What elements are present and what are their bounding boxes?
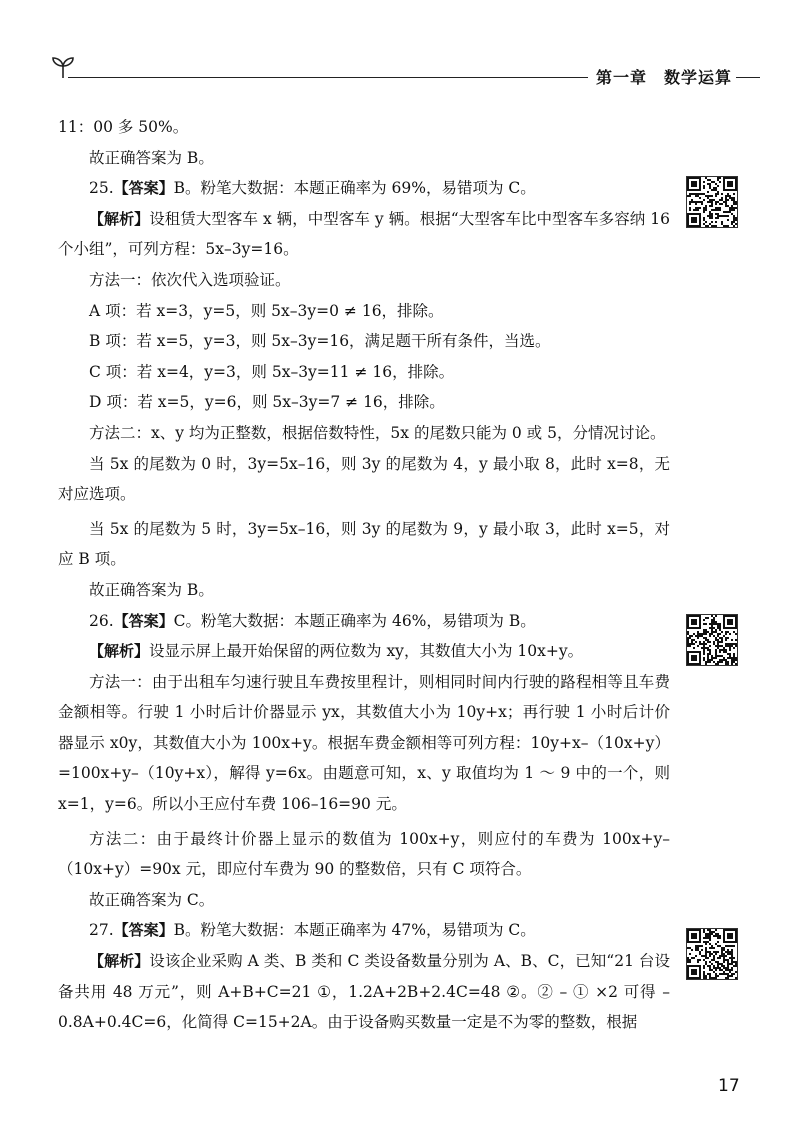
text-paragraph — [58, 514, 670, 575]
page-header — [50, 50, 760, 90]
text-run: 25. — [89, 179, 114, 198]
qr-code-icon[interactable] — [686, 928, 738, 980]
section-label: 【答案】 — [113, 611, 174, 630]
text-run: 设该企业采购 A 类、B 类和 C 类设备数量分别为 A、B、C，已知“21 台设备共用 48 万元”，则 A+B+C=21 ①，1.2A+2B+2.4C=48 ②。② – ① ×2 可得 –0.8A+0.4C=6，化简得 C=15+2A。由于设备购买数量一定是不为零的整数，根据 — [58, 952, 670, 1032]
text-paragraph — [58, 667, 670, 820]
text-run: 11：00 多 50%。 — [58, 118, 189, 136]
section-label: 【答案】 — [113, 921, 174, 940]
text-paragraph — [58, 824, 670, 885]
text-run: C。粉笔大数据：本题正确率为 46%，易错项为 B。 — [173, 611, 536, 630]
text-paragraph — [58, 265, 670, 296]
section-label: 【解析】 — [89, 952, 150, 971]
header-rule-end — [736, 77, 760, 78]
text-run: 当 5x 的尾数为 5 时，3y=5x–16，则 3y 的尾数为 9，y 最小取 3，此时 x=5，对应 B 项。 — [58, 519, 670, 569]
text-run: 故正确答案为 C。 — [89, 890, 215, 909]
text-paragraph — [58, 326, 670, 357]
chapter-title: 第一章 数学运算 — [594, 65, 734, 88]
text-paragraph — [58, 418, 670, 449]
text-run: 26. — [89, 611, 114, 630]
section-label: 【解析】 — [89, 642, 150, 661]
text-paragraph — [58, 449, 670, 510]
qr-code-icon[interactable] — [686, 614, 738, 666]
text-run: 设租赁大型客车 x 辆，中型客车 y 辆。根据“大型客车比中型客车多容纳 16 个小组”，可列方程：5x–3y=16。 — [58, 209, 670, 259]
text-paragraph — [58, 606, 670, 637]
text-paragraph — [58, 112, 670, 143]
text-paragraph — [58, 387, 670, 418]
text-paragraph — [58, 575, 670, 606]
text-paragraph — [58, 173, 670, 204]
text-run: B。粉笔大数据：本题正确率为 47%，易错项为 C。 — [173, 921, 536, 940]
section-label: 【解析】 — [89, 209, 150, 228]
text-paragraph — [58, 636, 670, 667]
text-run: 27. — [89, 921, 114, 940]
text-paragraph — [58, 143, 670, 174]
text-run: 设显示屏上最开始保留的两位数为 xy，其数值大小为 10x+y。 — [149, 642, 584, 661]
text-paragraph — [58, 357, 670, 388]
text-run: B 项：若 x=5，y=3，则 5x–3y=16，满足题干所有条件，当选。 — [89, 332, 551, 351]
text-run: D 项：若 x=5，y=6，则 5x–3y=7 ≠ 16，排除。 — [89, 393, 445, 412]
page-body — [58, 112, 670, 1038]
text-paragraph — [58, 885, 670, 916]
text-run: 故正确答案为 B。 — [89, 580, 214, 599]
page-number: 17 — [718, 1076, 740, 1096]
header-rule — [68, 77, 588, 78]
text-paragraph — [58, 915, 670, 946]
text-run: 方法二：x、y 均为正整数，根据倍数特性，5x 的尾数只能为 0 或 5，分情况讨论。 — [89, 423, 666, 442]
text-paragraph — [58, 296, 670, 327]
qr-code-icon[interactable] — [686, 176, 738, 228]
text-run: C 项：若 x=4，y=3，则 5x–3y=11 ≠ 16，排除。 — [89, 362, 455, 381]
text-run: 方法一：依次代入选项验证。 — [89, 270, 291, 289]
text-paragraph — [58, 204, 670, 265]
text-run: 方法一：由于出租车匀速行驶且车费按里程计，则相同时间内行驶的路程相等且车费金额相等。行驶 1 小时后计价器显示 yx，其数值大小为 10y+x；再行驶 1 小时后计价器显示 x0y，其数值大小为 100x+y。根据车费金额相等可列方程：10y+x–（10x+y）=100x+y–（10y+x），解得 y=6x。由题意可知，x、y 取值均为 1 ～ 9 中的一个，则 x=1，y=6。所以小王应付车费 106–16=90 元。 — [58, 672, 670, 814]
text-paragraph — [58, 946, 670, 1038]
text-run: A 项：若 x=3，y=5，则 5x–3y=0 ≠ 16，排除。 — [89, 301, 444, 320]
text-run: 故正确答案为 B。 — [89, 148, 214, 167]
section-label: 【答案】 — [113, 179, 174, 198]
text-run: 方法二：由于最终计价器上显示的数值为 100x+y，则应付的车费为 100x+y–（10x+y）=90x 元，即应付车费为 90 的整数倍，只有 C 项符合。 — [58, 829, 670, 879]
text-run: B。粉笔大数据：本题正确率为 69%，易错项为 C。 — [173, 179, 536, 198]
text-run: 当 5x 的尾数为 0 时，3y=5x–16，则 3y 的尾数为 4，y 最小取 8，此时 x=8，无对应选项。 — [58, 454, 670, 504]
